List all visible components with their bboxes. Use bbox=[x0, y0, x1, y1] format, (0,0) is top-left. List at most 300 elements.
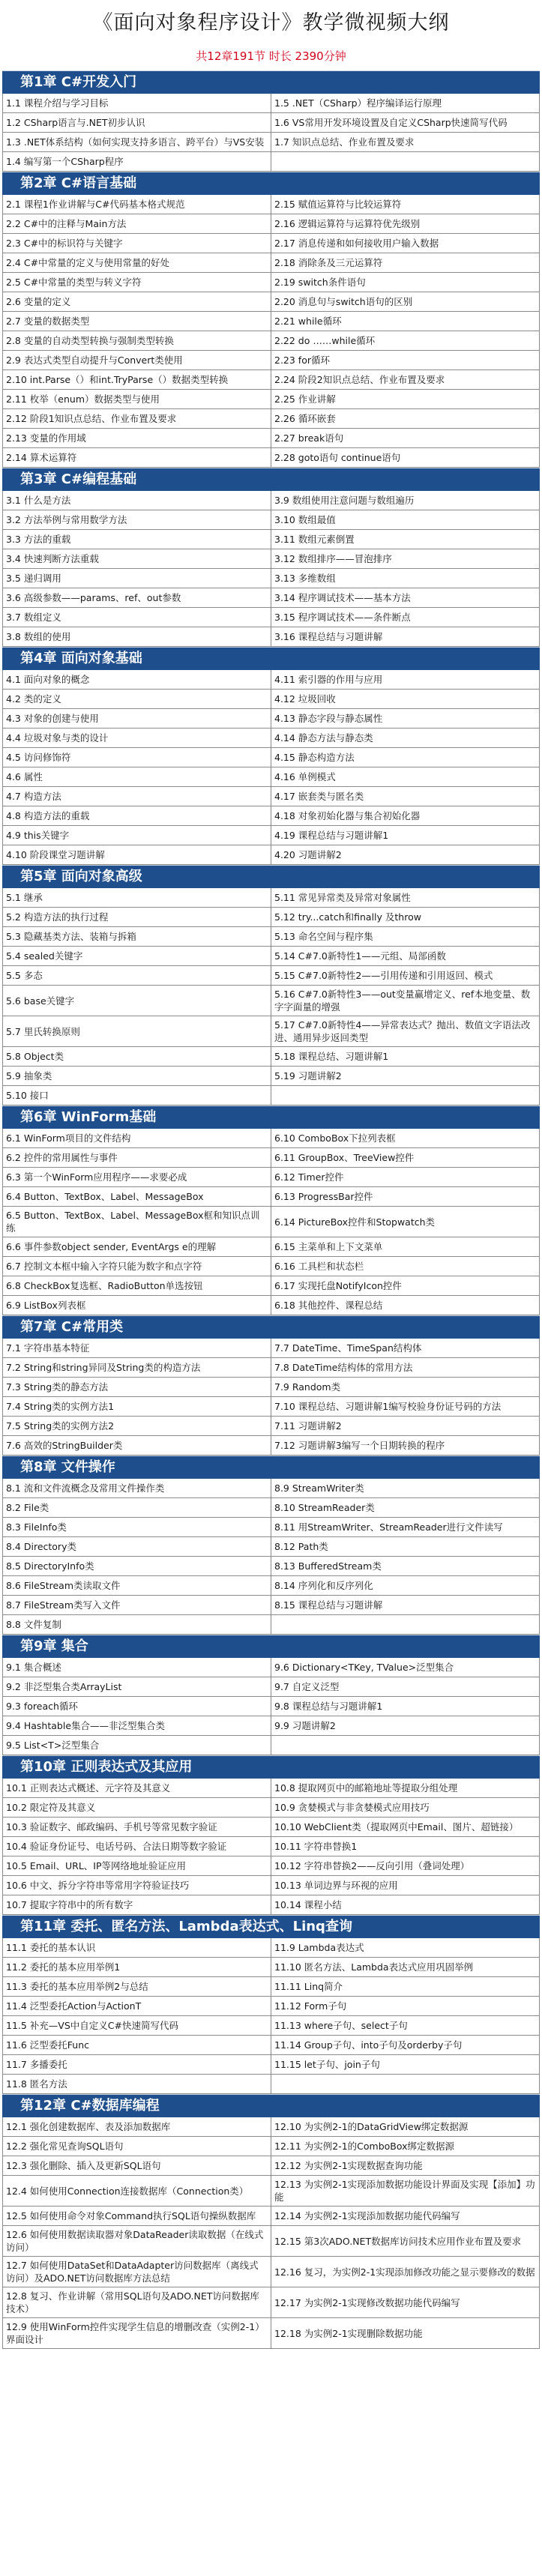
lesson-cell-left: 8.6 FileStream类读取文件 bbox=[3, 1576, 271, 1595]
lesson-cell-left: 6.2 控件的常用属性与事件 bbox=[3, 1148, 271, 1167]
lesson-cell-left: 2.5 C#中常量的类型与转义字符 bbox=[3, 273, 271, 292]
lesson-row bbox=[3, 1977, 540, 1997]
lesson-cell-left: 2.11 枚举（enum）数据类型与使用 bbox=[3, 390, 271, 408]
lesson-cell-right: 11.12 Form子句 bbox=[271, 1997, 540, 2015]
lesson-row bbox=[3, 1798, 540, 1818]
lesson-cell-left: 3.6 高级参数——params、ref、out参数 bbox=[3, 588, 271, 607]
lesson-row bbox=[3, 1958, 540, 1977]
lesson-cell-right: 2.20 消息句与switch语句的区别 bbox=[271, 292, 540, 311]
lesson-cell-right: 4.14 静态方法与静态类 bbox=[271, 729, 540, 747]
lesson-cell-right: 3.13 多维数组 bbox=[271, 569, 540, 588]
lesson-cell-left: 4.3 对象的创建与使用 bbox=[3, 709, 271, 728]
lesson-cell-left: 10.2 限定符及其意义 bbox=[3, 1798, 271, 1817]
lesson-cell-right: 12.16 复习，为实例2-1实现添加修改功能之显示要修改的数据 bbox=[271, 2257, 540, 2287]
lesson-row bbox=[3, 1658, 540, 1677]
lesson-row bbox=[3, 2016, 540, 2036]
lesson-cell-left: 12.6 如何使用数据读取器对象DataReader读取数据（在线式访问） bbox=[3, 2226, 271, 2256]
lesson-row bbox=[3, 1237, 540, 1257]
lesson-row bbox=[3, 2226, 540, 2257]
lesson-cell-right: 3.10 数组最值 bbox=[271, 510, 540, 529]
lesson-cell-left: 11.8 匿名方法 bbox=[3, 2075, 271, 2093]
lesson-row bbox=[3, 2036, 540, 2055]
lesson-row bbox=[3, 253, 540, 273]
lesson-cell-right: 6.11 GroupBox、TreeView控件 bbox=[271, 1148, 540, 1167]
lesson-cell-left: 11.1 委托的基本认识 bbox=[3, 1938, 271, 1957]
lesson-cell-left: 11.3 委托的基本应用举例2与总结 bbox=[3, 1977, 271, 1996]
lesson-cell-left: 10.4 验证身份证号、电话号码、合法日期等数字验证 bbox=[3, 1837, 271, 1856]
chapter-heading: 第2章 C#语言基础 bbox=[2, 172, 540, 195]
lesson-cell-right: 6.13 ProgressBar控件 bbox=[271, 1187, 540, 1206]
lesson-row bbox=[3, 826, 540, 845]
chapter-section bbox=[2, 1105, 540, 1315]
lesson-cell-right: 12.15 第3次ADO.NET数据库访问技术应用作业布置及要求 bbox=[271, 2226, 540, 2256]
lesson-cell-right: 11.15 let子句、join子句 bbox=[271, 2055, 540, 2074]
lesson-cell-right: 2.16 逻辑运算符与运算符优先级别 bbox=[271, 214, 540, 233]
lesson-cell-left: 5.8 Object类 bbox=[3, 1047, 271, 1066]
lesson-cell-right: 2.22 do ……while循环 bbox=[271, 331, 540, 350]
lesson-cell-right: 12.18 为实例2-1实现删除数据功能 bbox=[271, 2318, 540, 2348]
lesson-cell-left: 10.5 Email、URL、IP等网络地址验证应用 bbox=[3, 1856, 271, 1875]
chapter-section bbox=[2, 647, 540, 865]
lesson-cell-right: 4.12 垃圾回收 bbox=[271, 690, 540, 708]
lesson-cell-left: 7.3 String类的静态方法 bbox=[3, 1378, 271, 1396]
chapter-section bbox=[2, 2094, 540, 2349]
lesson-row bbox=[3, 549, 540, 569]
chapter-heading: 第10章 正则表达式及其应用 bbox=[2, 1755, 540, 1779]
lesson-row bbox=[3, 787, 540, 806]
lesson-row bbox=[3, 627, 540, 647]
lesson-cell-right: 3.14 程序调试技术——基本方法 bbox=[271, 588, 540, 607]
chapter-heading: 第4章 面向对象基础 bbox=[2, 647, 540, 670]
chapter-heading: 第5章 面向对象高级 bbox=[2, 865, 540, 888]
lesson-cell-right: 4.15 静态构造方法 bbox=[271, 748, 540, 767]
lesson-row bbox=[3, 510, 540, 530]
lesson-cell-left: 5.7 里氏转换原则 bbox=[3, 1016, 271, 1046]
lesson-cell-right: 3.15 程序调试技术——条件断点 bbox=[271, 608, 540, 627]
chapter-heading: 第12章 C#数据库编程 bbox=[2, 2094, 540, 2117]
lesson-cell-right: 6.12 Timer控件 bbox=[271, 1168, 540, 1186]
chapter-heading: 第3章 C#编程基础 bbox=[2, 468, 540, 491]
lesson-cell-left: 9.1 集合概述 bbox=[3, 1658, 271, 1677]
lesson-row bbox=[3, 1537, 540, 1557]
lesson-cell-left: 3.7 数组定义 bbox=[3, 608, 271, 627]
chapter-heading: 第1章 C#开发入门 bbox=[2, 70, 540, 94]
lesson-row bbox=[3, 1997, 540, 2016]
lesson-cell-right: 10.13 单词边界与环视的应用 bbox=[271, 1876, 540, 1895]
lesson-cell-left: 1.4 编写第一个CSharp程序 bbox=[3, 152, 271, 171]
lesson-row bbox=[3, 370, 540, 390]
lesson-row bbox=[3, 491, 540, 510]
lesson-row bbox=[3, 1837, 540, 1856]
lesson-row bbox=[3, 1276, 540, 1296]
lesson-cell-left: 9.5 List<T>泛型集合 bbox=[3, 1736, 271, 1755]
lesson-cell-right: 4.11 索引器的作用与应用 bbox=[271, 670, 540, 689]
lesson-row bbox=[3, 670, 540, 690]
lesson-cell-left: 4.2 类的定义 bbox=[3, 690, 271, 708]
lesson-cell-left: 3.8 数组的使用 bbox=[3, 627, 271, 646]
lesson-cell-right: 3.11 数组元素倒置 bbox=[271, 530, 540, 549]
lesson-cell-left: 9.4 Hashtable集合——非泛型集合类 bbox=[3, 1716, 271, 1735]
lesson-cell-right: 8.15 课程总结与习题讲解 bbox=[271, 1596, 540, 1614]
lesson-row bbox=[3, 292, 540, 312]
lesson-row bbox=[3, 1736, 540, 1755]
chapter-heading: 第11章 委托、匿名方法、Lambda表达式、Linq查询 bbox=[2, 1915, 540, 1938]
lesson-cell-left: 8.7 FileStream类写入文件 bbox=[3, 1596, 271, 1614]
lesson-cell-right: 5.13 命名空间与程序集 bbox=[271, 927, 540, 946]
lesson-row bbox=[3, 2207, 540, 2226]
lesson-row bbox=[3, 966, 540, 986]
lesson-row bbox=[3, 1479, 540, 1498]
lesson-cell-left: 2.4 C#中常量的定义与使用常量的好处 bbox=[3, 253, 271, 272]
lesson-cell-left: 12.4 如何使用Connection连接数据库（Connection类） bbox=[3, 2176, 271, 2206]
lesson-row bbox=[3, 1938, 540, 1958]
lesson-row bbox=[3, 1378, 540, 1397]
lesson-row bbox=[3, 1016, 540, 1047]
chapter-section bbox=[2, 1915, 540, 2094]
lesson-cell-left: 11.7 多播委托 bbox=[3, 2055, 271, 2074]
chapter-section bbox=[2, 1315, 540, 1456]
lesson-cell-right: 9.9 习题讲解2 bbox=[271, 1716, 540, 1735]
lesson-row bbox=[3, 530, 540, 549]
lesson-cell-left: 2.1 课程1作业讲解与C#代码基本格式规范 bbox=[3, 195, 271, 214]
lesson-cell-right: 6.15 主菜单和上下文菜单 bbox=[271, 1237, 540, 1256]
lesson-row bbox=[3, 888, 540, 908]
lesson-cell-left: 7.4 String类的实例方法1 bbox=[3, 1397, 271, 1416]
lesson-cell-left: 7.5 String类的实例方法2 bbox=[3, 1417, 271, 1435]
chapter-section bbox=[2, 70, 540, 172]
lesson-cell-left: 5.3 隐藏基类方法、装箱与拆箱 bbox=[3, 927, 271, 946]
lesson-row bbox=[3, 588, 540, 608]
lesson-row bbox=[3, 1417, 540, 1436]
chapter-section bbox=[2, 1635, 540, 1755]
lesson-table bbox=[2, 195, 540, 468]
lesson-cell-left: 2.9 表达式类型自动提升与Convert类使用 bbox=[3, 351, 271, 369]
lesson-row bbox=[3, 1207, 540, 1237]
lesson-row bbox=[3, 2318, 540, 2349]
lesson-row bbox=[3, 273, 540, 292]
lesson-row bbox=[3, 2055, 540, 2075]
lesson-row bbox=[3, 1895, 540, 1915]
lesson-cell-left: 6.6 事件参数object sender, EventArgs e的理解 bbox=[3, 1237, 271, 1256]
lesson-cell-left: 12.9 使用WinForm控件实现学生信息的增删改查（实例2-1）界面设计 bbox=[3, 2318, 271, 2348]
lesson-cell-right: 7.7 DateTime、TimeSpan结构体 bbox=[271, 1339, 540, 1357]
lesson-cell-right: 10.10 WebClient类（提取网页中Email、图片、超链接） bbox=[271, 1818, 540, 1836]
lesson-cell-right: 2.15 赋值运算符与比较运算符 bbox=[271, 195, 540, 214]
lesson-cell-right: 9.8 课程总结与习题讲解1 bbox=[271, 1697, 540, 1716]
lesson-cell-right: 8.14 序列化和反序列化 bbox=[271, 1576, 540, 1595]
lesson-cell-left: 2.12 阶段1知识点总结、作业布置及要求 bbox=[3, 409, 271, 428]
lesson-cell-right: 2.18 消除条及三元运算符 bbox=[271, 253, 540, 272]
lesson-cell-right: 2.24 阶段2知识点总结、作业布置及要求 bbox=[271, 370, 540, 389]
lesson-table bbox=[2, 1938, 540, 2094]
lesson-row bbox=[3, 133, 540, 152]
lesson-cell-right: 4.13 静态字段与静态属性 bbox=[271, 709, 540, 728]
lesson-row bbox=[3, 1779, 540, 1798]
lesson-cell-right: 3.12 数组排序——冒泡排序 bbox=[271, 549, 540, 568]
lesson-cell-right bbox=[271, 1736, 540, 1755]
lesson-row bbox=[3, 1498, 540, 1518]
lesson-cell-left: 8.4 Directory类 bbox=[3, 1537, 271, 1556]
lesson-table bbox=[2, 1339, 540, 1456]
lesson-cell-right: 8.13 BufferedStream类 bbox=[271, 1557, 540, 1575]
lesson-cell-left: 9.3 foreach循环 bbox=[3, 1697, 271, 1716]
lesson-cell-right: 10.8 提取网页中的邮箱地址等提取分组处理 bbox=[271, 1779, 540, 1797]
lesson-cell-right bbox=[271, 152, 540, 171]
lesson-cell-left: 5.4 sealed关键字 bbox=[3, 947, 271, 965]
lesson-cell-left: 7.1 字符串基本特征 bbox=[3, 1339, 271, 1357]
chapter-heading: 第9章 集合 bbox=[2, 1635, 540, 1658]
lesson-cell-right: 5.15 C#7.0新特性2——引用传递和引用返回、模式 bbox=[271, 966, 540, 985]
lesson-cell-right: 6.10 ComboBox下拉列表框 bbox=[271, 1129, 540, 1147]
lesson-table bbox=[2, 2117, 540, 2349]
lesson-cell-right: 3.16 课程总结与习题讲解 bbox=[271, 627, 540, 646]
lesson-cell-left: 8.2 File类 bbox=[3, 1498, 271, 1517]
lesson-cell-left: 6.9 ListBox列表框 bbox=[3, 1296, 271, 1315]
lesson-cell-right: 8.9 StreamWriter类 bbox=[271, 1479, 540, 1497]
lesson-row bbox=[3, 390, 540, 409]
lesson-cell-left: 11.2 委托的基本应用举例1 bbox=[3, 1958, 271, 1976]
lesson-cell-left: 5.1 继承 bbox=[3, 888, 271, 907]
lesson-cell-right: 12.17 为实例2-1实现修改数据功能代码编写 bbox=[271, 2287, 540, 2317]
lesson-cell-right: 2.17 消息传递和如何接收用户输入数据 bbox=[271, 234, 540, 253]
lesson-cell-left: 5.6 base关键字 bbox=[3, 986, 271, 1016]
lesson-cell-left: 4.4 垃圾对象与类的设计 bbox=[3, 729, 271, 747]
lesson-cell-left: 12.8 复习、作业讲解（常用SQL语句及ADO.NET访问数据库技术） bbox=[3, 2287, 271, 2317]
lesson-cell-right: 7.9 Random类 bbox=[271, 1378, 540, 1396]
lesson-cell-left: 4.5 访问修饰符 bbox=[3, 748, 271, 767]
lesson-cell-right: 5.16 C#7.0新特性3——out变量赢增定义、ref本地变量、数字字面量的增强 bbox=[271, 986, 540, 1016]
lesson-cell-right: 4.20 习题讲解2 bbox=[271, 845, 540, 864]
lesson-row bbox=[3, 2117, 540, 2137]
lesson-row bbox=[3, 448, 540, 468]
lesson-cell-left: 3.5 递归调用 bbox=[3, 569, 271, 588]
lesson-cell-left: 7.6 高效的StringBuilder类 bbox=[3, 1436, 271, 1455]
chapter-section bbox=[2, 468, 540, 647]
chapter-section bbox=[2, 172, 540, 468]
lesson-cell-left: 2.13 变量的作用域 bbox=[3, 429, 271, 447]
lesson-row bbox=[3, 845, 540, 865]
chapter-section bbox=[2, 1755, 540, 1915]
lesson-cell-right: 11.13 where子句、select子句 bbox=[271, 2016, 540, 2035]
lesson-cell-left: 8.1 流和文件流概念及常用文件操作类 bbox=[3, 1479, 271, 1497]
lesson-cell-left: 12.3 强化删除、插入及更新SQL语句 bbox=[3, 2156, 271, 2175]
lesson-cell-right: 9.7 自定义泛型 bbox=[271, 1677, 540, 1696]
lesson-cell-right: 10.14 课程小结 bbox=[271, 1895, 540, 1914]
lesson-row bbox=[3, 748, 540, 767]
lesson-cell-left: 12.2 强化常见查询SQL语句 bbox=[3, 2137, 271, 2156]
lesson-row bbox=[3, 2257, 540, 2287]
lesson-cell-left: 7.2 String和string异同及String类的构造方法 bbox=[3, 1358, 271, 1377]
lesson-cell-right: 4.16 单例模式 bbox=[271, 767, 540, 786]
lesson-cell-right: 11.10 匿名方法、Lambda表达式应用巩固举例 bbox=[271, 1958, 540, 1976]
lesson-row bbox=[3, 429, 540, 448]
lesson-cell-left: 2.14 算术运算符 bbox=[3, 448, 271, 467]
chapter-heading: 第7章 C#常用类 bbox=[2, 1315, 540, 1339]
lesson-cell-left: 4.10 阶段课堂习题讲解 bbox=[3, 845, 271, 864]
lesson-cell-right: 2.23 for循环 bbox=[271, 351, 540, 369]
chapter-section bbox=[2, 865, 540, 1105]
lesson-row bbox=[3, 2156, 540, 2176]
lesson-row bbox=[3, 1148, 540, 1168]
lesson-cell-right: 6.14 PictureBox控件和Stopwatch类 bbox=[271, 1207, 540, 1237]
lesson-row bbox=[3, 2075, 540, 2094]
lesson-row bbox=[3, 1187, 540, 1207]
lesson-cell-right: 8.10 StreamReader类 bbox=[271, 1498, 540, 1517]
lesson-cell-left: 5.10 接口 bbox=[3, 1086, 271, 1105]
lesson-cell-left: 5.9 抽象类 bbox=[3, 1067, 271, 1085]
lesson-cell-left: 2.7 变量的数据类型 bbox=[3, 312, 271, 331]
lesson-cell-right: 1.5 .NET（CSharp）程序编译运行原理 bbox=[271, 94, 540, 112]
lesson-cell-left: 2.8 变量的自动类型转换与强制类型转换 bbox=[3, 331, 271, 350]
lesson-cell-right: 4.19 课程总结与习题讲解1 bbox=[271, 826, 540, 845]
lesson-cell-left: 6.5 Button、TextBox、Label、MessageBox框和知识点训练 bbox=[3, 1207, 271, 1237]
lesson-row bbox=[3, 351, 540, 370]
lesson-cell-right: 12.11 为实例2-1的ComboBox绑定数据源 bbox=[271, 2137, 540, 2156]
lesson-cell-left: 10.7 提取字符串中的所有数字 bbox=[3, 1895, 271, 1914]
lesson-row bbox=[3, 947, 540, 966]
lesson-row bbox=[3, 1557, 540, 1576]
lesson-row bbox=[3, 1257, 540, 1276]
lesson-cell-left: 6.1 WinForm项目的文件结构 bbox=[3, 1129, 271, 1147]
lesson-cell-right: 12.13 为实例2-1实现添加数据功能设计界面及实现【添加】功能 bbox=[271, 2176, 540, 2206]
lesson-cell-left: 4.1 面向对象的概念 bbox=[3, 670, 271, 689]
chapter-heading: 第6章 WinForm基础 bbox=[2, 1105, 540, 1129]
lesson-row bbox=[3, 214, 540, 234]
lesson-row bbox=[3, 986, 540, 1016]
lesson-row bbox=[3, 1596, 540, 1615]
lesson-cell-left: 1.2 CSharp语言与.NET初步认识 bbox=[3, 113, 271, 132]
lesson-cell-left: 5.5 多态 bbox=[3, 966, 271, 985]
lesson-cell-left: 3.4 快速判断方法重载 bbox=[3, 549, 271, 568]
lesson-cell-right: 3.9 数组使用注意问题与数组遍历 bbox=[271, 491, 540, 510]
lesson-cell-right: 5.14 C#7.0新特性1——元组、局部函数 bbox=[271, 947, 540, 965]
lesson-cell-left: 11.6 泛型委托Func bbox=[3, 2036, 271, 2054]
lesson-cell-left: 12.7 如何使用DataSet和DataAdapter访问数据库（离线式访问）及ADO.NET访问数据库方法总结 bbox=[3, 2257, 271, 2287]
lesson-cell-left: 6.8 CheckBox复选框、RadioButton单选按钮 bbox=[3, 1276, 271, 1295]
lesson-row bbox=[3, 2176, 540, 2207]
lesson-row bbox=[3, 234, 540, 253]
lesson-cell-right: 2.27 break语句 bbox=[271, 429, 540, 447]
lesson-cell-left: 11.5 补充—VS中自定义C#快速简写代码 bbox=[3, 2016, 271, 2035]
lesson-row bbox=[3, 1576, 540, 1596]
lesson-row bbox=[3, 195, 540, 214]
lesson-cell-left: 10.1 正则表达式概述、元字符及其意义 bbox=[3, 1779, 271, 1797]
lesson-cell-right: 4.18 对象初始化器与集合初始化器 bbox=[271, 806, 540, 825]
lesson-row bbox=[3, 1296, 540, 1315]
lesson-cell-right: 11.14 Group子句、into子句及orderby子句 bbox=[271, 2036, 540, 2054]
lesson-cell-right: 2.25 作业讲解 bbox=[271, 390, 540, 408]
lesson-cell-left: 9.2 非泛型集合类ArrayList bbox=[3, 1677, 271, 1696]
lesson-cell-left: 1.3 .NET体系结构（如何实现支持多语言、跨平台）与VS安装 bbox=[3, 133, 271, 151]
lesson-cell-right bbox=[271, 1615, 540, 1634]
lesson-cell-left: 4.7 构造方法 bbox=[3, 787, 271, 806]
chapter-section bbox=[2, 1456, 540, 1635]
lesson-cell-right: 11.9 Lambda表达式 bbox=[271, 1938, 540, 1957]
lesson-cell-right: 10.12 字符串替换2——反向引用（叠词处理） bbox=[271, 1856, 540, 1875]
lesson-cell-right: 1.7 知识点总结、作业布置及要求 bbox=[271, 133, 540, 151]
lesson-table bbox=[2, 888, 540, 1105]
lesson-cell-right: 7.11 习题讲解2 bbox=[271, 1417, 540, 1435]
lesson-row bbox=[3, 152, 540, 172]
lesson-cell-right bbox=[271, 1086, 540, 1105]
lesson-row bbox=[3, 1876, 540, 1895]
lesson-cell-right: 2.21 while循环 bbox=[271, 312, 540, 331]
lesson-cell-left: 6.7 控制文本框中输入字符只能为数字和点字符 bbox=[3, 1257, 271, 1276]
lesson-cell-left: 3.1 什么是方法 bbox=[3, 491, 271, 510]
lesson-row bbox=[3, 927, 540, 947]
lesson-cell-right: 5.17 C#7.0新特性4——异常表达式？抛出、数值文字语法改进、通用异步返回类型 bbox=[271, 1016, 540, 1046]
lesson-cell-right: 6.16 工具栏和状态栏 bbox=[271, 1257, 540, 1276]
lesson-cell-right: 11.11 Linq简介 bbox=[271, 1977, 540, 1996]
lesson-cell-left: 12.1 强化创建数据库、表及添加数据库 bbox=[3, 2117, 271, 2136]
lesson-row bbox=[3, 1086, 540, 1105]
lesson-cell-left: 2.10 int.Parse（）和int.TryParse（）数据类型转换 bbox=[3, 370, 271, 389]
lesson-table bbox=[2, 670, 540, 865]
lesson-row bbox=[3, 1397, 540, 1417]
lesson-row bbox=[3, 709, 540, 729]
lesson-cell-right: 9.6 Dictionary<TKey, TValue>泛型集合 bbox=[271, 1658, 540, 1677]
lesson-row bbox=[3, 1818, 540, 1837]
lesson-cell-right: 12.14 为实例2-1实现添加数据功能代码编写 bbox=[271, 2207, 540, 2225]
lesson-cell-left: 6.4 Button、TextBox、Label、MessageBox bbox=[3, 1187, 271, 1206]
lesson-row bbox=[3, 806, 540, 826]
lesson-row bbox=[3, 690, 540, 709]
lesson-cell-left: 2.3 C#中的标识符与关键字 bbox=[3, 234, 271, 253]
lesson-row bbox=[3, 1856, 540, 1876]
lesson-row bbox=[3, 1697, 540, 1716]
lesson-cell-right: 8.12 Path类 bbox=[271, 1537, 540, 1556]
lesson-cell-left: 10.6 中文、拆分字符串等常用字符验证技巧 bbox=[3, 1876, 271, 1895]
lesson-cell-left: 12.5 如何使用命令对象Command执行SQL语句操纵数据库 bbox=[3, 2207, 271, 2225]
lesson-cell-left: 8.8 文件复制 bbox=[3, 1615, 271, 1634]
lesson-table bbox=[2, 491, 540, 647]
lesson-cell-right: 7.8 DateTime结构体的常用方法 bbox=[271, 1358, 540, 1377]
lesson-cell-right: 4.17 嵌套类与匿名类 bbox=[271, 787, 540, 806]
lesson-cell-right: 7.10 课程总结、习题讲解1编写校验身份证号码的方法 bbox=[271, 1397, 540, 1416]
lesson-cell-left: 8.3 FileInfo类 bbox=[3, 1518, 271, 1536]
lesson-cell-right: 6.18 其他控件、课程总结 bbox=[271, 1296, 540, 1315]
lesson-cell-right: 10.11 字符串替换1 bbox=[271, 1837, 540, 1856]
lesson-table bbox=[2, 1129, 540, 1315]
lesson-cell-left: 5.2 构造方法的执行过程 bbox=[3, 908, 271, 926]
chapter-heading: 第8章 文件操作 bbox=[2, 1456, 540, 1479]
lesson-row bbox=[3, 331, 540, 351]
lesson-cell-right: 5.11 常见异常类及异常对象属性 bbox=[271, 888, 540, 907]
lesson-cell-left: 3.2 方法举例与常用数学方法 bbox=[3, 510, 271, 529]
lesson-row bbox=[3, 1047, 540, 1067]
lesson-table bbox=[2, 1658, 540, 1755]
lesson-row bbox=[3, 1518, 540, 1537]
lesson-row bbox=[3, 608, 540, 627]
lesson-cell-right bbox=[271, 2075, 540, 2093]
lesson-cell-right: 5.12 try...catch和finally 及throw bbox=[271, 908, 540, 926]
lesson-row bbox=[3, 94, 540, 113]
lesson-cell-right: 12.10 为实例2-1的DataGridView绑定数据源 bbox=[271, 2117, 540, 2136]
lesson-row bbox=[3, 1436, 540, 1456]
lesson-cell-left: 3.3 方法的重载 bbox=[3, 530, 271, 549]
lesson-row bbox=[3, 2137, 540, 2156]
lesson-row bbox=[3, 1067, 540, 1086]
lesson-cell-left: 11.4 泛型委托Action与ActionT bbox=[3, 1997, 271, 2015]
lesson-row bbox=[3, 1129, 540, 1148]
lesson-cell-left: 4.9 this关键字 bbox=[3, 826, 271, 845]
lesson-cell-right: 8.11 用StreamWriter、StreamReader进行文件读写 bbox=[271, 1518, 540, 1536]
lesson-cell-right: 2.28 goto语句 continue语句 bbox=[271, 448, 540, 467]
lesson-cell-left: 2.2 C#中的注释与Main方法 bbox=[3, 214, 271, 233]
lesson-cell-right: 2.26 循环嵌套 bbox=[271, 409, 540, 428]
lesson-row bbox=[3, 1339, 540, 1358]
lesson-row bbox=[3, 1716, 540, 1736]
